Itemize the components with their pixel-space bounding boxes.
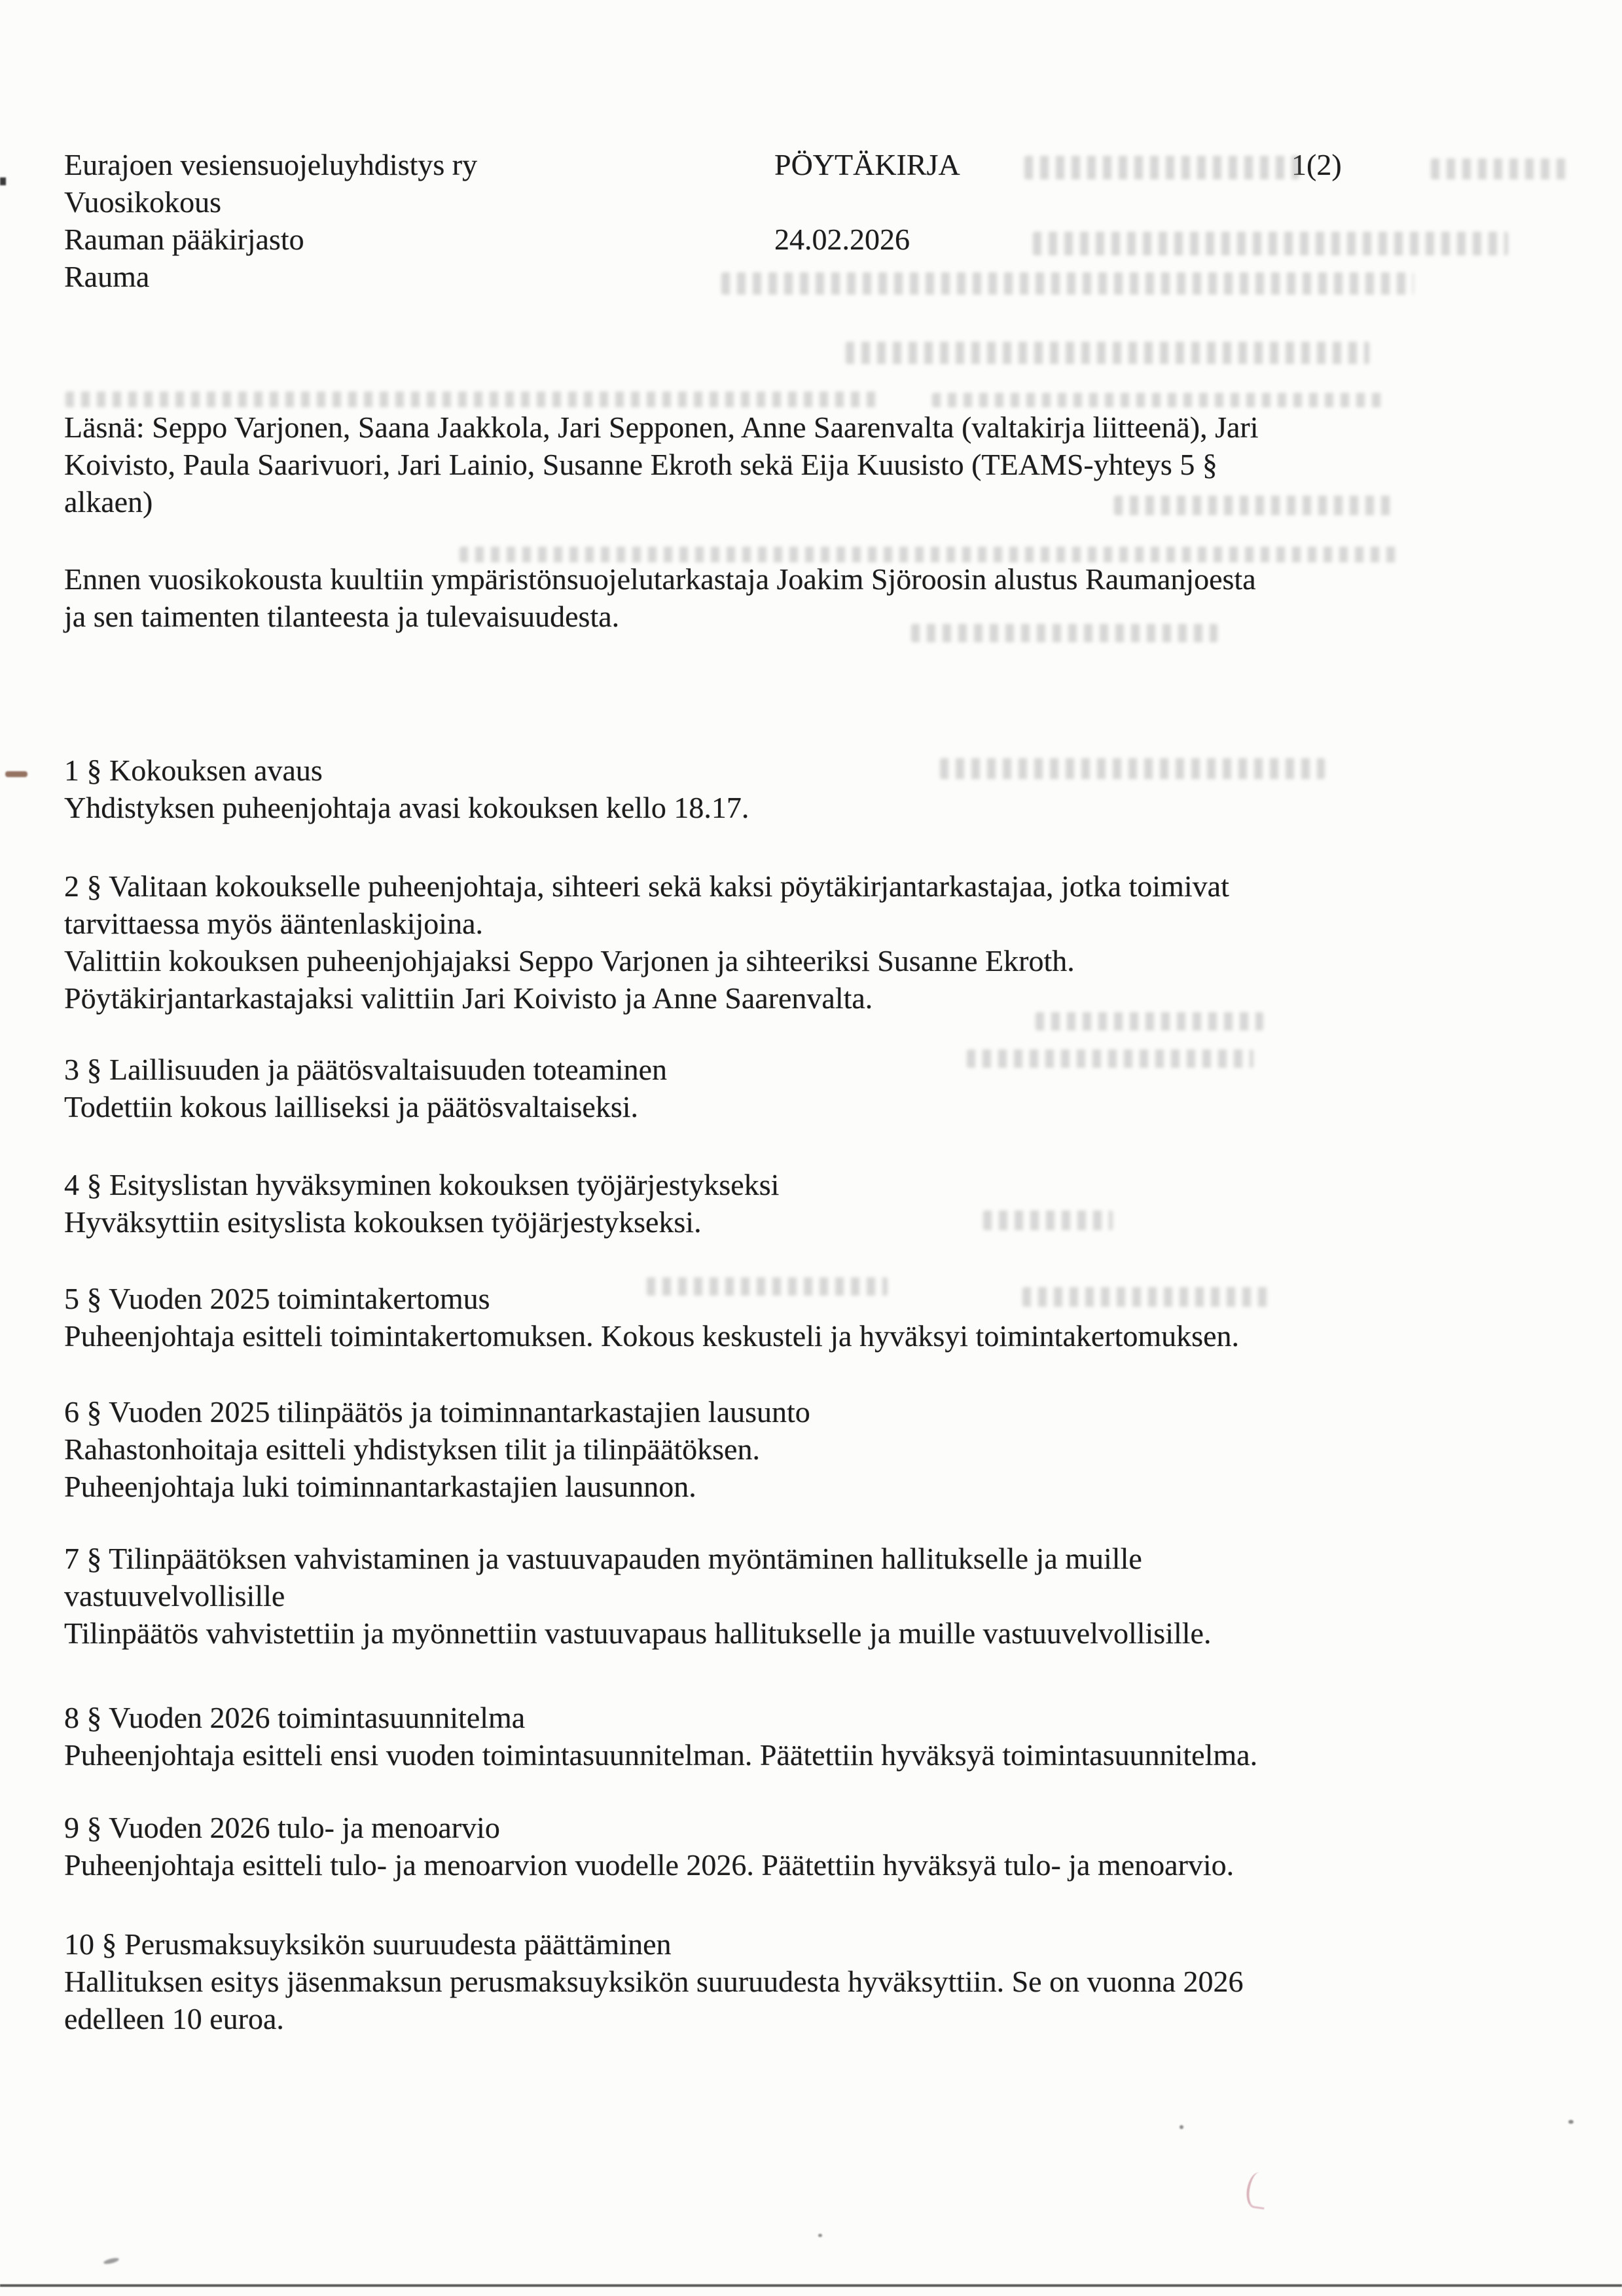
section-4-heading: 4 § Esityslistan hyväksyminen kokouksen työjärjestykseksi — [64, 1168, 780, 1201]
meeting-city: Rauma — [64, 260, 150, 293]
section-4 — [64, 1166, 779, 1241]
scan-speck — [0, 177, 6, 185]
org-name: Eurajoen vesiensuojeluyhdistys ry — [64, 148, 478, 181]
section-2 — [64, 867, 1229, 1017]
attendees-line: alkaen) — [64, 485, 153, 519]
scan-edge-line — [0, 2284, 1622, 2287]
section-5-body-line: Puheenjohtaja esitteli toimintakertomuksen. Kokous keskusteli ja hyväksyi toimintakertomuksen. — [64, 1319, 1239, 1353]
header-org-block — [64, 146, 477, 295]
section-2-body-line: Valittiin kokouksen puheenjohjajaksi Seppo Varjonen ja sihteeriksi Susanne Ekroth. — [64, 944, 1075, 977]
doc-type-label: PÖYTÄKIRJA — [774, 148, 960, 181]
bleed-through-artifact — [65, 392, 878, 407]
bleed-through-artifact — [967, 1049, 1253, 1068]
section-10-heading: 10 § Perusmaksuyksikön suuruudesta päättäminen — [64, 1927, 672, 1961]
section-3 — [64, 1051, 667, 1125]
margin-mark — [5, 771, 27, 777]
attendees-line: Läsnä: Seppo Varjonen, Saana Jaakkola, Jari Sepponen, Anne Saarenvalta (valtakirja liitteenä), Jari — [64, 410, 1259, 444]
section-6 — [64, 1393, 810, 1505]
section-10-body-line: Hallituksen esitys jäsenmaksun perusmaksuyksikön suuruudesta hyväksyttiin. Se on vuonna 2026 — [64, 1965, 1244, 1998]
bleed-through-artifact — [932, 393, 1382, 407]
intro-line: ja sen taimenten tilanteesta ja tulevaisuudesta. — [64, 600, 620, 633]
bleed-through-artifact — [983, 1211, 1113, 1230]
section-10 — [64, 1925, 1243, 2037]
pen-mark — [1244, 2171, 1269, 2210]
page-number: 1(2) — [1291, 148, 1342, 181]
scan-smudge — [103, 2257, 120, 2265]
section-5 — [64, 1280, 1239, 1355]
scan-speck — [1180, 2125, 1183, 2129]
section-3-body-line: Todettiin kokous lailliseksi ja päätösvaltaiseksi. — [64, 1090, 639, 1123]
section-7-heading-cont: vastuuvelvollisille — [64, 1579, 285, 1613]
section-8 — [64, 1699, 1257, 1774]
section-1-heading: 1 § Kokouksen avaus — [64, 754, 323, 787]
bleed-through-artifact — [1033, 232, 1508, 255]
section-3-heading: 3 § Laillisuuden ja päätösvaltaisuuden toteaminen — [64, 1053, 668, 1086]
scan-speck — [818, 2234, 822, 2237]
section-5-heading: 5 § Vuoden 2025 toimintakertomus — [64, 1282, 490, 1315]
section-2-heading-cont: tarvittaessa myös ääntenlaskijoina. — [64, 907, 483, 940]
section-1-body-line: Yhdistyksen puheenjohtaja avasi kokouksen kello 18.17. — [64, 791, 749, 824]
section-2-body-line: Pöytäkirjantarkastajaksi valittiin Jari Koivisto ja Anne Saarenvalta. — [64, 981, 873, 1015]
section-2-heading: 2 § Valitaan kokoukselle puheenjohtaja, sihteeri sekä kaksi pöytäkirjantarkastajaa, jotka toimivat — [64, 869, 1229, 903]
section-9-heading: 9 § Vuoden 2026 tulo- ja menoarvio — [64, 1811, 500, 1844]
scan-speck — [1568, 2120, 1574, 2124]
section-7-heading: 7 § Tilinpäätöksen vahvistaminen ja vastuuvapauden myöntäminen hallitukselle ja muille — [64, 1542, 1142, 1575]
section-10-body-line: edelleen 10 euroa. — [64, 2002, 284, 2035]
section-1 — [64, 752, 749, 826]
section-7-body-line: Tilinpäätös vahvistettiin ja myönnettiin vastuuvapaus hallitukselle ja muille vastuuvelvollisille. — [64, 1616, 1212, 1650]
bleed-through-artifact — [721, 272, 1414, 295]
bleed-through-artifact — [1024, 156, 1299, 179]
intro-line: Ennen vuosikokousta kuultiin ympäristönsuojelutarkastaja Joakim Sjöroosin alustus Raumanjoesta — [64, 562, 1256, 596]
meeting-type: Vuosikokous — [64, 185, 222, 219]
section-6-body-line: Puheenjohtaja luki toiminnantarkastajien lausunnon. — [64, 1470, 696, 1503]
meeting-location: Rauman pääkirjasto — [64, 223, 304, 256]
bleed-through-artifact — [846, 342, 1369, 364]
bleed-through-artifact — [940, 758, 1325, 779]
section-8-body-line: Puheenjohtaja esitteli ensi vuoden toimintasuunnitelman. Päätettiin hyväksyä toimintasuunnitelma. — [64, 1738, 1258, 1772]
intro-paragraph — [64, 560, 1256, 635]
attendees-paragraph — [64, 409, 1258, 520]
section-4-body-line: Hyväksyttiin esityslista kokouksen työjärjestykseksi. — [64, 1205, 702, 1239]
section-6-heading: 6 § Vuoden 2025 tilinpäätös ja toiminnantarkastajien lausunto — [64, 1395, 810, 1429]
attendees-line: Koivisto, Paula Saarivuori, Jari Lainio, Susanne Ekroth sekä Eija Kuusisto (TEAMS-yhteys 5 § — [64, 448, 1217, 481]
section-6-body-line: Rahastonhoitaja esitteli yhdistyksen tilit ja tilinpäätöksen. — [64, 1432, 760, 1466]
section-9-body-line: Puheenjohtaja esitteli tulo- ja menoarvion vuodelle 2026. Päätettiin hyväksyä tulo- ja menoarvio. — [64, 1848, 1235, 1882]
bleed-through-artifact — [1431, 158, 1570, 179]
section-9 — [64, 1809, 1234, 1884]
doc-date: 24.02.2026 — [774, 223, 910, 256]
section-7 — [64, 1540, 1211, 1652]
section-8-heading: 8 § Vuoden 2026 toimintasuunnitelma — [64, 1701, 526, 1734]
